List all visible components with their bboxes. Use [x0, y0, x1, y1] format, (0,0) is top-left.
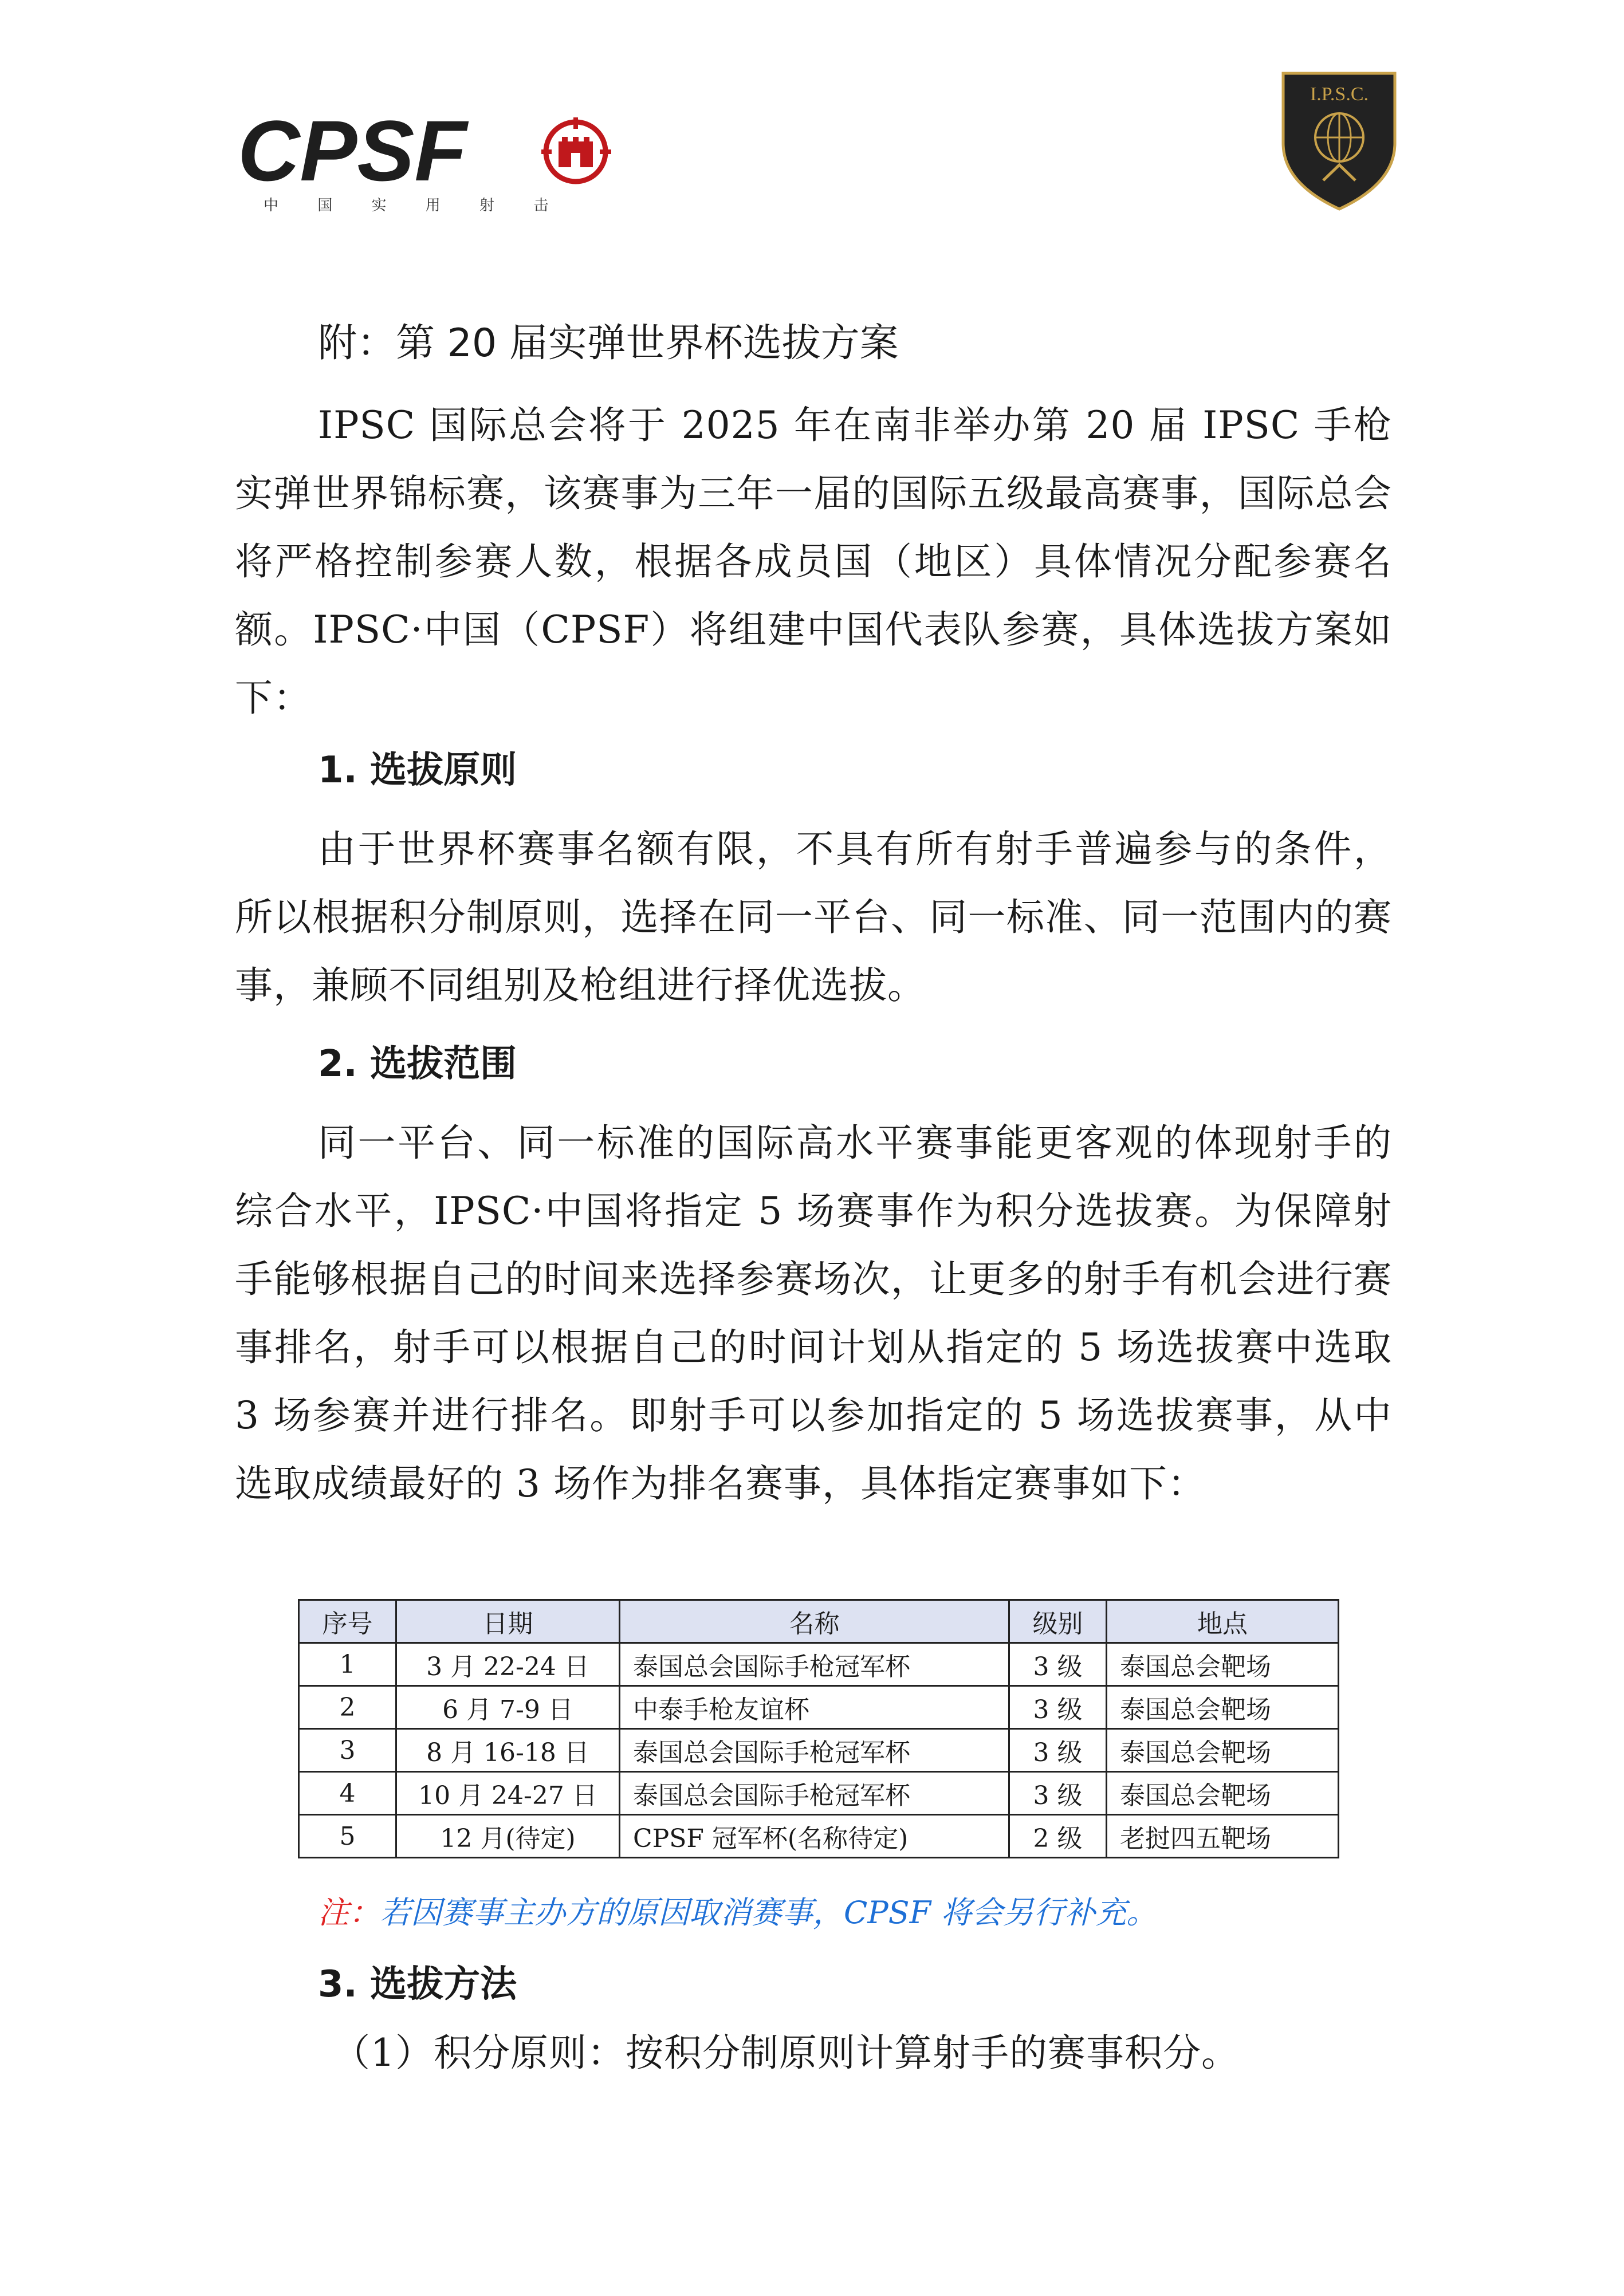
section-3-item-1: （1）积分原则：按积分制原则计算射手的赛事积分。: [332, 2031, 1240, 2075]
table-row: [299, 1643, 1339, 1686]
cell-index: 4: [299, 1772, 396, 1815]
section-1-paragraph: 由于世界杯赛事名额有限，不具有所有射手普遍参与的条件，所以根据积分制原则，选择在同一平台、同一标准、同一范围内的赛事，兼顾不同组别及枪组进行择优选拔。: [235, 827, 1392, 1007]
cell-level: 3 级: [1009, 1772, 1107, 1815]
cell-level: 3 级: [1009, 1729, 1107, 1772]
cell-date: 6 月 7-9 日: [396, 1686, 620, 1729]
cell-date: 3 月 22-24 日: [396, 1643, 620, 1686]
table-row: [299, 1686, 1339, 1729]
section-2-title: 2. 选拔范围: [318, 1043, 517, 1085]
document-title: 附：第 20 届实弹世界杯选拔方案: [318, 321, 899, 366]
cell-name: 泰国总会国际手枪冠军杯: [620, 1772, 1009, 1815]
cpsf-logo-text: CPSF: [238, 117, 467, 199]
cell-index: 2: [299, 1686, 396, 1729]
target-castle-icon: [541, 117, 611, 182]
section-3-title: 3. 选拔方法: [318, 1963, 517, 2006]
cell-location: 老挝四五靶场: [1107, 1815, 1339, 1858]
cell-location: 泰国总会靶场: [1107, 1772, 1339, 1815]
cell-index: 3: [299, 1729, 396, 1772]
cell-location: 泰国总会靶场: [1107, 1729, 1339, 1772]
cell-date: 12 月(待定): [396, 1815, 620, 1858]
note-label: 注：: [318, 1895, 380, 1931]
cell-level: 2 级: [1009, 1815, 1107, 1858]
header-level: 级别: [1009, 1600, 1107, 1643]
cell-level: 3 级: [1009, 1643, 1107, 1686]
cell-name: 中泰手枪友谊杯: [620, 1686, 1009, 1729]
cell-location: 泰国总会靶场: [1107, 1643, 1339, 1686]
header-index: 序号: [299, 1600, 396, 1643]
note-text: 若因赛事主办方的原因取消赛事，CPSF 将会另行补充。: [380, 1895, 1158, 1931]
cell-index: 5: [299, 1815, 396, 1858]
table-note: [318, 1888, 1157, 1932]
cell-date: 8 月 16-18 日: [396, 1729, 620, 1772]
cell-name: 泰国总会国际手枪冠军杯: [620, 1729, 1009, 1772]
cell-name: 泰国总会国际手枪冠军杯: [620, 1643, 1009, 1686]
intro-paragraph: IPSC 国际总会将于 2025 年在南非举办第 20 届 IPSC 手枪实弹世界锦标赛，该赛事为三年一届的国际五级最高赛事，国际总会将严格控制参赛人数，根据各成员国（地区）具体情况分配参赛名额。IPSC·中国（CPSF）将组建中国代表队参赛，具体选拔方案如下：: [235, 403, 1392, 720]
header-location: 地点: [1107, 1600, 1339, 1643]
cpsf-logo-subtitle: 中 国 实 用 射 击: [264, 197, 566, 214]
table-header-row: [299, 1600, 1339, 1643]
cell-index: 1: [299, 1643, 396, 1686]
section-2-paragraph: 同一平台、同一标准的国际高水平赛事能更客观的体现射手的综合水平，IPSC·中国将指定 5 场赛事作为积分选拔赛。为保障射手能够根据自己的时间来选择参赛场次，让更多的射手有机会进行赛事排名，射手可以根据自己的时间计划从指定的 5 场选拔赛中选取 3 场参赛并进行排名。即射手可以参加指定的 5 场选拔赛事，从中选取成绩最好的 3 场作为排名赛事，具体指定赛事如下：: [235, 1121, 1392, 1506]
ipsc-logo-text: I.P.S.C.: [1310, 84, 1369, 105]
selection-events-table: [298, 1599, 1339, 1858]
cell-location: 泰国总会靶场: [1107, 1686, 1339, 1729]
ipsc-shield-logo: [1277, 69, 1401, 212]
cell-name: CPSF 冠军杯(名称待定): [620, 1815, 1009, 1858]
cell-date: 10 月 24-27 日: [396, 1772, 620, 1815]
section-1-title: 1. 选拔原则: [318, 749, 517, 791]
table-row: [299, 1815, 1339, 1858]
header-date: 日期: [396, 1600, 620, 1643]
cell-level: 3 级: [1009, 1686, 1107, 1729]
table-row: [299, 1729, 1339, 1772]
table-row: [299, 1772, 1339, 1815]
cpsf-logo: [238, 117, 616, 215]
header-name: 名称: [620, 1600, 1009, 1643]
